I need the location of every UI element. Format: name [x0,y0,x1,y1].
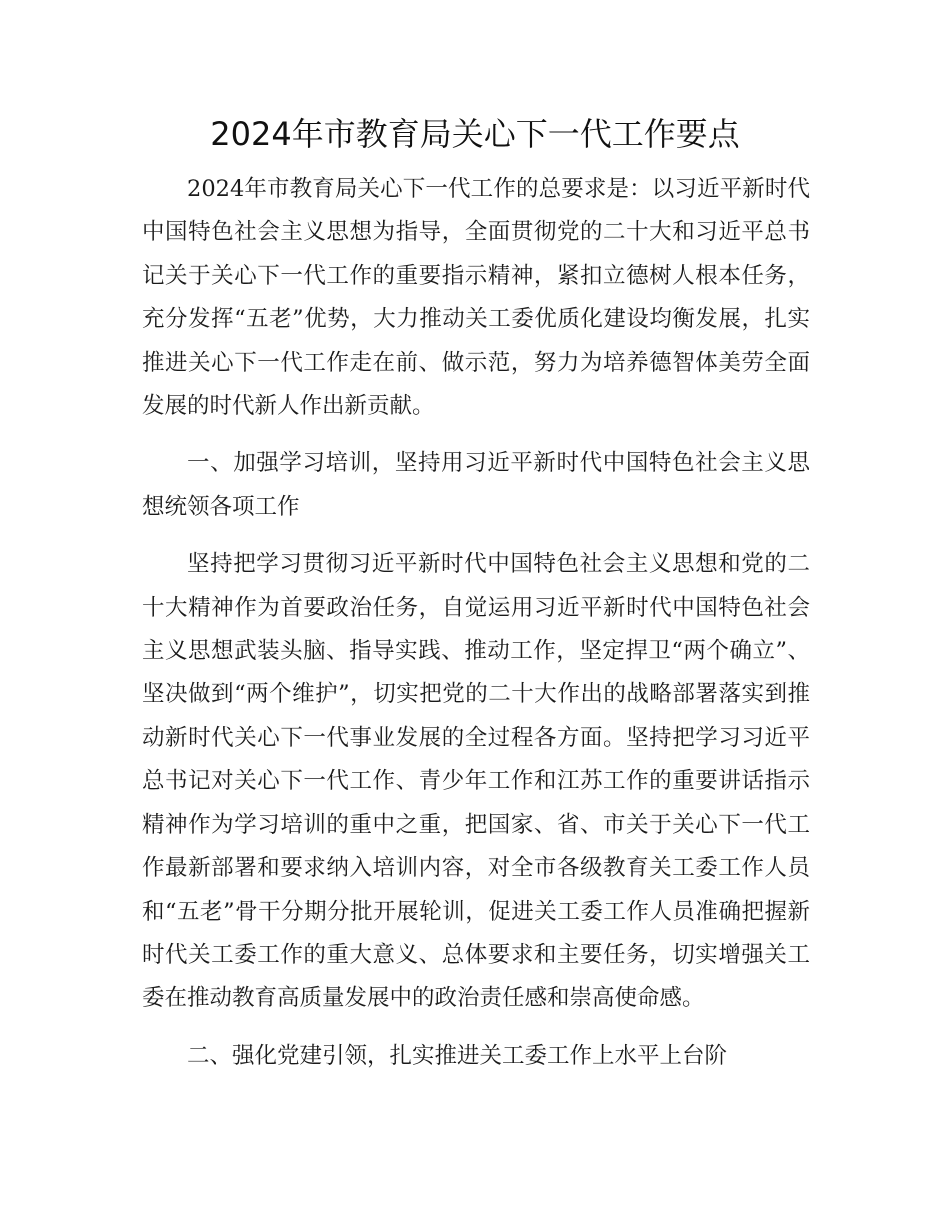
section-heading-2: 二、强化党建引领，扎实推进关工委工作上水平上台阶 [187,1042,728,1069]
section-1-paragraph: 坚持把学习贯彻习近平新时代中国特色社会主义思想和党的二十大精神作为首要政治任务，自觉运用习近平新时代中国特色社会主义思想武装头脑、指导实践、推动工作，坚定捍卫“两个确立”、坚决做到“两个维护”，切实把党的二十大作出的战略部署落实到推动新时代关心下一代事业发展的全过程各方面。坚持把学习习近平总书记对关心下一代工作、青少年工作和江苏工作的重要讲话指示精神作为学习培训的重中之重，把国家、省、市关于关心下一代工作最新部署和要求纳入培训内容，对全市各级教育关工委工作人员和“五老”骨干分期分批开展轮训，促进关工委工作人员准确把握新时代关工委工作的重大意义、总体要求和主要任务，切实增强关工委在推动教育高质量发展中的政治责任感和崇高使命感。 [142,551,810,1012]
document-body [142,168,810,1078]
intro-paragraph: 2024年市教育局关心下一代工作的总要求是：以习近平新时代中国特色社会主义思想为指导，全面贯彻党的二十大和习近平总书记关于关心下一代工作的重要指示精神，紧扣立德树人根本任务，充分发挥“五老”优势，大力推动关工委优质化建设均衡发展，扎实推进关心下一代工作走在前、做示范，努力为培养德智体美劳全面发展的时代新人作出新贡献。 [142,176,810,420]
section-heading-1: 一、加强学习培训，坚持用习近平新时代中国特色社会主义思想统领各项工作 [142,450,810,520]
document-title: 2024年市教育局关心下一代工作要点 [210,115,740,153]
